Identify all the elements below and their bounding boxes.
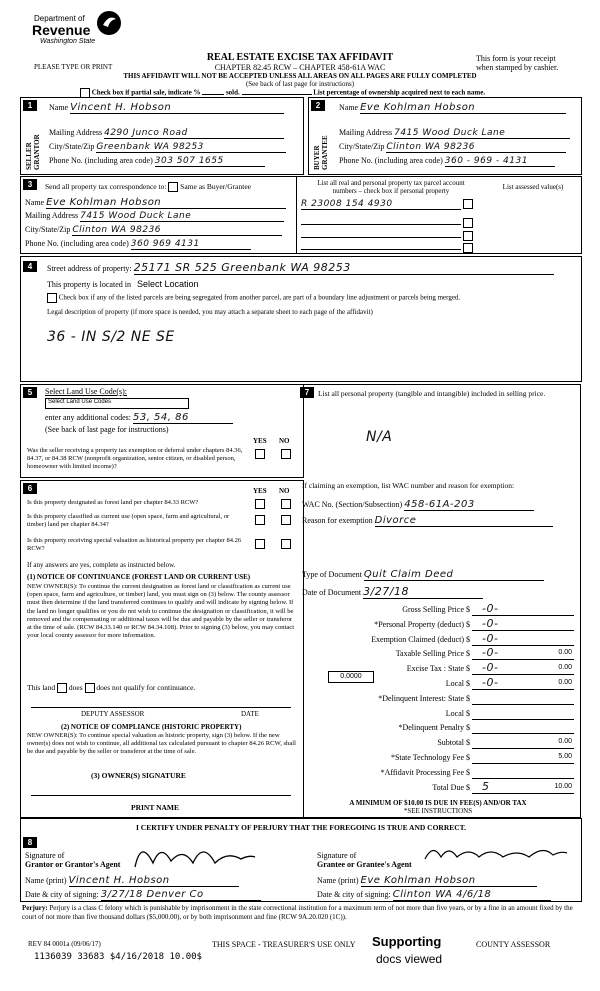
see-instructions: *SEE INSTRUCTIONS [403, 807, 473, 815]
section-5-land-use [20, 384, 304, 478]
fee-value: 0.00 [558, 649, 572, 657]
seller-city-row [49, 142, 299, 153]
fee-label: *Affidavit Processing Fee $ [380, 767, 470, 777]
fee-handwritten: -0- [482, 676, 499, 689]
see-back-header: (See back of last page for instructions) [245, 80, 355, 88]
fee-row [302, 631, 578, 647]
seller-city-value[interactable]: Greenbank WA 98253 [96, 142, 286, 153]
fee-input[interactable] [472, 694, 574, 705]
buyer-city-label: City/State/Zip [339, 142, 385, 151]
fee-handwritten: -0- [482, 631, 499, 645]
deputy-line [31, 707, 291, 708]
location-select[interactable]: Select Location [136, 279, 199, 289]
fee-label: *Personal Property (deduct) $ [374, 619, 470, 629]
corr-address-label: Mailing Address [25, 211, 79, 220]
section-1-seller [20, 97, 304, 175]
fee-row [302, 602, 578, 617]
notice-compliance-title: (2) NOTICE OF COMPLIANCE (HISTORIC PROPERTY) [61, 723, 242, 731]
fee-input[interactable] [472, 616, 574, 631]
exemption-question: Was the seller receiving a property tax exemption or deferral under chapters 84.36, 84.37, or 84.38 RCW (nonprofit organization, senior citizen, or disabled person, homeowner with limited income)? [27, 447, 243, 470]
corr-address-value[interactable]: 7415 Wood Duck Lane [80, 211, 284, 222]
legal-description-label: Legal description of property (if more space is needed, you may attach a separate sheet to each page of the affidavit) [47, 308, 373, 316]
perjury-notice [22, 904, 578, 921]
does-not-checkbox[interactable] [85, 683, 95, 693]
seller-address-value[interactable]: 4290 Junco Road [104, 128, 284, 139]
perjury-label: Perjury: [22, 904, 48, 912]
yes-header: YES [253, 487, 267, 495]
section-number: 8 [23, 837, 37, 848]
seller-name-label: Name [49, 103, 69, 112]
logo-revenue: Revenue [32, 22, 91, 38]
fee-label: Local $ [445, 708, 470, 718]
doc-type-value[interactable]: Quit Claim Deed [364, 569, 544, 581]
corr-address-row [25, 211, 295, 222]
certify-statement: I CERTIFY UNDER PENALTY OF PERJURY THAT THE FOREGOING IS TRUE AND CORRECT. [135, 823, 466, 832]
street-value[interactable]: 25171 SR 525 Greenbank WA 98253 [134, 261, 554, 275]
does-not-label: does not qualify for continuance. [96, 683, 196, 692]
land-use-label: Select Land Use Code(s): [45, 387, 127, 396]
section-number: 4 [23, 261, 37, 272]
ownership-label: List percentage of ownership acquired next to each name. [313, 88, 486, 97]
same-as-buyer-label: Same as Buyer/Grantee [180, 182, 251, 191]
section-4-property [20, 256, 582, 382]
located-label: This property is located in [47, 280, 131, 289]
doc-date-row [302, 585, 483, 599]
corr-phone-value[interactable]: 360 969 4131 [131, 239, 251, 250]
seller-phone-value[interactable]: 303 507 1655 [155, 156, 265, 167]
street-label: Street address of property: [47, 264, 132, 273]
fee-row [302, 779, 578, 795]
assessed-header: List assessed value(s) [502, 183, 564, 191]
parcel-row-4 [301, 240, 481, 253]
grantee-name-value[interactable]: Eve Kohlman Hobson [361, 875, 537, 887]
doc-type-row [302, 569, 544, 581]
ownership-blank [242, 94, 312, 95]
grantor-sig-label-2: Grantor or Grantor's Agent [25, 860, 121, 869]
stamp-supporting: Supporting [372, 934, 442, 949]
grantor-sig-label-1: Signature of [25, 851, 65, 860]
fee-input[interactable] [472, 661, 574, 675]
fee-handwritten: -0- [482, 646, 499, 660]
fee-handwritten: -0- [482, 661, 499, 675]
forest-no-checkbox[interactable] [281, 499, 291, 509]
doc-date-value[interactable]: 3/27/18 [363, 585, 483, 599]
fee-input[interactable] [472, 676, 574, 690]
buyer-address-row [339, 128, 579, 139]
parcel-number-2[interactable] [301, 215, 461, 225]
fee-row [302, 768, 578, 780]
fee-label: Total Due $ [432, 782, 470, 792]
fee-label: *Delinquent Interest: State $ [378, 693, 470, 703]
reason-row [302, 515, 553, 527]
reason-value[interactable]: Divorce [375, 515, 553, 527]
fee-value: 0.00 [558, 738, 572, 746]
additional-codes-label: enter any additional codes: [45, 413, 131, 422]
owner-signature-line[interactable] [31, 795, 291, 796]
seller-side-label: SELLER GRANTOR [25, 134, 41, 170]
wac-row [302, 499, 534, 511]
fee-row [302, 694, 578, 706]
grantee-signature[interactable] [421, 839, 571, 867]
segregated-checkbox[interactable] [47, 293, 57, 303]
parcel-row-2 [301, 215, 481, 228]
section-number: 2 [311, 100, 325, 111]
grantee-sig-label-1: Signature of [317, 851, 357, 860]
reason-label: Reason for exemption [302, 516, 373, 525]
date-label: DATE [241, 710, 259, 718]
fee-label: *Delinquent Penalty $ [398, 723, 470, 733]
buyer-name-row [339, 102, 579, 114]
land-use-select[interactable]: Select Land Use Codes [45, 398, 189, 409]
section-3-correspondence [20, 176, 582, 254]
corr-name-row [25, 197, 295, 209]
fee-input[interactable] [472, 753, 574, 764]
stamp-docs-viewed: docs viewed [376, 952, 443, 966]
parcel-row-1 [301, 199, 481, 210]
owner-signature-label: (3) OWNER(S) SIGNATURE [91, 771, 186, 780]
fee-input[interactable] [472, 723, 574, 734]
partial-sale-percent[interactable] [202, 94, 224, 95]
fee-handwritten: -0- [482, 602, 499, 615]
notice-continuance-body: NEW OWNER(S): To continue the current designation as forest land or classification as current use (open space, farm and agriculture, or timber) land, you must sign on (3) below. The county assessor must then determine if the land transferred continues to qualify and will indicate by signing below. If the land no longer qualifies or you do not wish to continue the designation or classification, it will be removed and the compensating or additional taxes will be due and payable by the seller or transferor at the time of sale. (RCW 84.33.140 or RCW 84.34.108). Prior to signing (3) below, you may contact your local county assessor for more information. [27, 583, 295, 640]
parcel-number-1[interactable]: R 23008 154 4930 [301, 199, 461, 210]
receipt-note-2: when stamped by cashier. [476, 63, 559, 72]
buyer-side-label: BUYER GRANTEE [313, 135, 329, 170]
fee-input[interactable] [472, 631, 574, 646]
fee-value: 5.00 [558, 753, 572, 760]
form-warning: THIS AFFIDAVIT WILL NOT BE ACCEPTED UNLESS ALL AREAS ON ALL PAGES ARE FULLY COMPLETED [123, 72, 477, 80]
corr-city-label: City/State/Zip [25, 225, 71, 234]
corr-phone-row [25, 239, 295, 250]
logo-state: Washington State [40, 38, 96, 45]
legal-description-value[interactable]: 36 - IN S/2 NE SE [47, 329, 175, 345]
personal-property-checkbox[interactable] [463, 199, 473, 209]
section-number: 5 [23, 387, 37, 398]
if-yes-instruction: If any answers are yes, complete as instructed below. [27, 561, 176, 569]
buyer-name-label: Name [339, 103, 359, 112]
same-as-buyer-checkbox[interactable] [168, 182, 178, 192]
corr-name-value[interactable]: Eve Kohlman Hobson [46, 197, 286, 209]
doc-type-label: Type of Document [302, 570, 362, 579]
forest-question: Is this property designated as forest land per chapter 84.33 RCW? [27, 499, 199, 506]
exemption-claim-label: If claiming an exemption, list WAC number and reason for exemption: [302, 481, 515, 490]
historic-yes-checkbox[interactable] [255, 539, 265, 549]
no-header: NO [279, 487, 290, 495]
buyer-phone-value[interactable]: 360 - 969 - 4131 [445, 156, 555, 167]
section-6-designation [20, 480, 304, 818]
fee-row [302, 709, 578, 721]
receipt-line: 1136039 33683 $4/16/2018 10.00$ [34, 952, 202, 962]
grantee-name-row [317, 875, 537, 887]
corr-name-label: Name [25, 198, 45, 207]
personal-property-label: List all personal property (tangible and intangible) included in selling price. [318, 389, 546, 398]
fee-input[interactable] [472, 768, 574, 779]
fee-input[interactable] [472, 709, 574, 720]
buyer-phone-label: Phone No. (including area code) [339, 156, 443, 165]
fee-value: 0.00 [558, 664, 572, 672]
wac-label: WAC No. (Section/Subsection) [302, 500, 403, 509]
current-use-no-checkbox[interactable] [281, 515, 291, 525]
fee-row [302, 646, 578, 661]
fee-input[interactable] [472, 779, 574, 794]
sold-label: sold. [225, 88, 240, 97]
fee-row [302, 616, 578, 632]
form-subtitle: CHAPTER 82.45 RCW – CHAPTER 458-61A WAC [214, 63, 386, 72]
notice-compliance-body: NEW OWNER(S): To continue special valuation as historic property, sign (3) below. If the new owner(s) does not wish to continue, all additional tax calculated pursuant to chapter 84.26 RCW, shall be due and payable by the seller or transferor at the time of sale. [27, 732, 296, 756]
street-row [47, 261, 577, 275]
please-type: PLEASE TYPE OR PRINT [34, 63, 113, 71]
grantor-date-row [25, 889, 261, 901]
doc-date-label: Date of Document [302, 588, 362, 597]
logo-dept-line: Department of [34, 14, 85, 23]
department-logo [28, 8, 138, 50]
seller-address-label: Mailing Address [49, 128, 103, 137]
fee-input[interactable] [472, 646, 574, 660]
deputy-label: DEPUTY ASSESSOR [81, 710, 145, 718]
fee-value: 0.00 [558, 679, 572, 686]
fee-input[interactable] [472, 602, 574, 616]
buyer-address-value[interactable]: 7415 Wood Duck Lane [394, 128, 570, 139]
print-name-label: PRINT NAME [131, 803, 179, 812]
fee-label: Exemption Claimed (deduct) $ [371, 634, 470, 644]
fee-input[interactable] [472, 738, 574, 749]
send-correspondence-row [45, 182, 251, 192]
partial-sale-label: Check box if partial sale, indicate % [91, 88, 201, 97]
section-number: 6 [23, 483, 37, 494]
section-number: 7 [300, 387, 314, 398]
see-back-5: (See back of last page for instructions) [45, 425, 169, 434]
section-2-buyer [308, 97, 582, 175]
seller-name-value[interactable]: Vincent H. Hobson [70, 102, 284, 114]
qualify-row [27, 683, 195, 693]
county-assessor: COUNTY ASSESSOR [476, 940, 551, 949]
fee-row [302, 738, 578, 750]
historic-no-checkbox[interactable] [281, 539, 291, 549]
this-land-label: This land [27, 683, 56, 692]
fee-row [302, 753, 578, 765]
section-7-personal-fees [296, 384, 581, 818]
perjury-text: Perjury is a class C felony which is punishable by imprisonment in the state correctional institution for a maximum term of not more than five years, or by a fine in an amount fixed by the court of not more than five thousand dollars ($5,000.00), or by both imprisonment and fine (RCW 9A.20.020 (1C)). [22, 904, 573, 921]
buyer-phone-row [339, 156, 579, 167]
parcel-header-1: List all real and personal property tax parcel account [317, 179, 465, 187]
fee-handwritten: -0- [482, 616, 499, 630]
personal-property-checkbox[interactable] [463, 218, 473, 228]
fee-label: Local $ [445, 679, 470, 688]
current-use-question: Is this property classified as current use (open space, farm and agricultural, or timber) land per chapter 84.34? [27, 513, 230, 528]
parcel-column [296, 177, 485, 253]
fee-value: 10.00 [554, 782, 572, 790]
fee-label: Gross Selling Price $ [402, 605, 470, 614]
corr-city-value[interactable]: Clinton WA 98236 [72, 225, 282, 236]
grantor-signature[interactable] [131, 833, 261, 873]
buyer-name-value[interactable]: Eve Kohlman Hobson [360, 102, 566, 114]
parcel-number-3[interactable] [301, 228, 461, 238]
parcel-number-4[interactable] [301, 240, 461, 250]
exemption-yes-checkbox[interactable] [255, 449, 265, 459]
grantee-name-label: Name (print) [317, 876, 359, 885]
fee-handwritten: 5 [482, 779, 490, 793]
treasurer-space: THIS SPACE - TREASURER'S USE ONLY [212, 940, 356, 949]
buyer-city-value[interactable]: Clinton WA 98236 [386, 142, 566, 153]
corr-city-row [25, 225, 295, 236]
section-number: 3 [23, 179, 37, 190]
fee-label: Taxable Selling Price $ [395, 649, 470, 659]
corr-phone-label: Phone No. (including area code) [25, 239, 129, 248]
grantor-name-row [25, 875, 239, 887]
grantor-date-value[interactable]: 3/27/18 Denver Co [101, 889, 261, 901]
receipt-note-1: This form is your receipt [476, 54, 556, 63]
section-8-signatures [20, 818, 582, 902]
revision-number: REV 84 0001a (09/06/17) [28, 940, 101, 948]
fee-label: *State Technology Fee $ [390, 753, 470, 762]
located-row [47, 279, 199, 289]
grantee-date-label: Date & city of signing: [317, 890, 391, 899]
local-rate-input[interactable]: 0.0000 [328, 671, 374, 683]
minimum-notice: A MINIMUM OF $10.00 IS DUE IN FEE(S) AND/OR TAX [349, 799, 527, 807]
exemption-no-checkbox[interactable] [281, 449, 291, 459]
grantor-name-label: Name (print) [25, 876, 67, 885]
seller-phone-row [49, 156, 299, 167]
segregated-label: Check box if any of the listed parcels are being segregated from another parcel, are part of a boundary line adjustment or parcels being merged. [58, 293, 461, 302]
section-number: 1 [23, 100, 37, 111]
seller-name-row [49, 102, 299, 114]
seller-address-row [49, 128, 299, 139]
parcel-header-2: numbers – check box if personal property [332, 187, 450, 195]
notice-continuance-title: (1) NOTICE OF CONTINUANCE (FOREST LAND OR CURRENT USE) [27, 573, 251, 581]
segregated-row [47, 293, 577, 303]
grantee-date-value[interactable]: Clinton WA 4/6/18 [393, 889, 551, 901]
form-title: REAL ESTATE EXCISE TAX AFFIDAVIT [206, 52, 394, 63]
grantor-date-label: Date & city of signing: [25, 890, 99, 899]
grantee-sig-label-2: Grantee or Grantee's Agent [317, 860, 412, 869]
historic-question: Is this property receiving special valuation as historical property per chapter 84.26 RCW? [27, 537, 242, 552]
personal-property-value[interactable]: N/A [366, 429, 393, 445]
does-checkbox[interactable] [57, 683, 67, 693]
does-label: does [68, 683, 83, 692]
current-use-yes-checkbox[interactable] [255, 515, 265, 525]
no-header: NO [279, 437, 290, 445]
fee-label: Excise Tax : State $ [406, 664, 470, 674]
yes-header: YES [253, 437, 267, 445]
grantor-name-value[interactable]: Vincent H. Hobson [69, 875, 239, 887]
forest-yes-checkbox[interactable] [255, 499, 265, 509]
additional-codes-row [45, 412, 233, 424]
seller-phone-label: Phone No. (including area code) [49, 156, 153, 165]
revenue-logo-icon [96, 10, 122, 36]
buyer-address-label: Mailing Address [339, 128, 393, 137]
grantee-date-row [317, 889, 551, 901]
buyer-city-row [339, 142, 579, 153]
additional-codes-value[interactable]: 53, 54, 86 [133, 412, 233, 424]
seller-city-label: City/State/Zip [49, 142, 95, 151]
fee-label: Subtotal $ [437, 738, 470, 748]
personal-property-checkbox[interactable] [463, 243, 473, 253]
fee-row [302, 723, 578, 735]
wac-value[interactable]: 458-61A-203 [404, 499, 534, 511]
send-correspondence-label: Send all property tax correspondence to: [45, 182, 167, 191]
